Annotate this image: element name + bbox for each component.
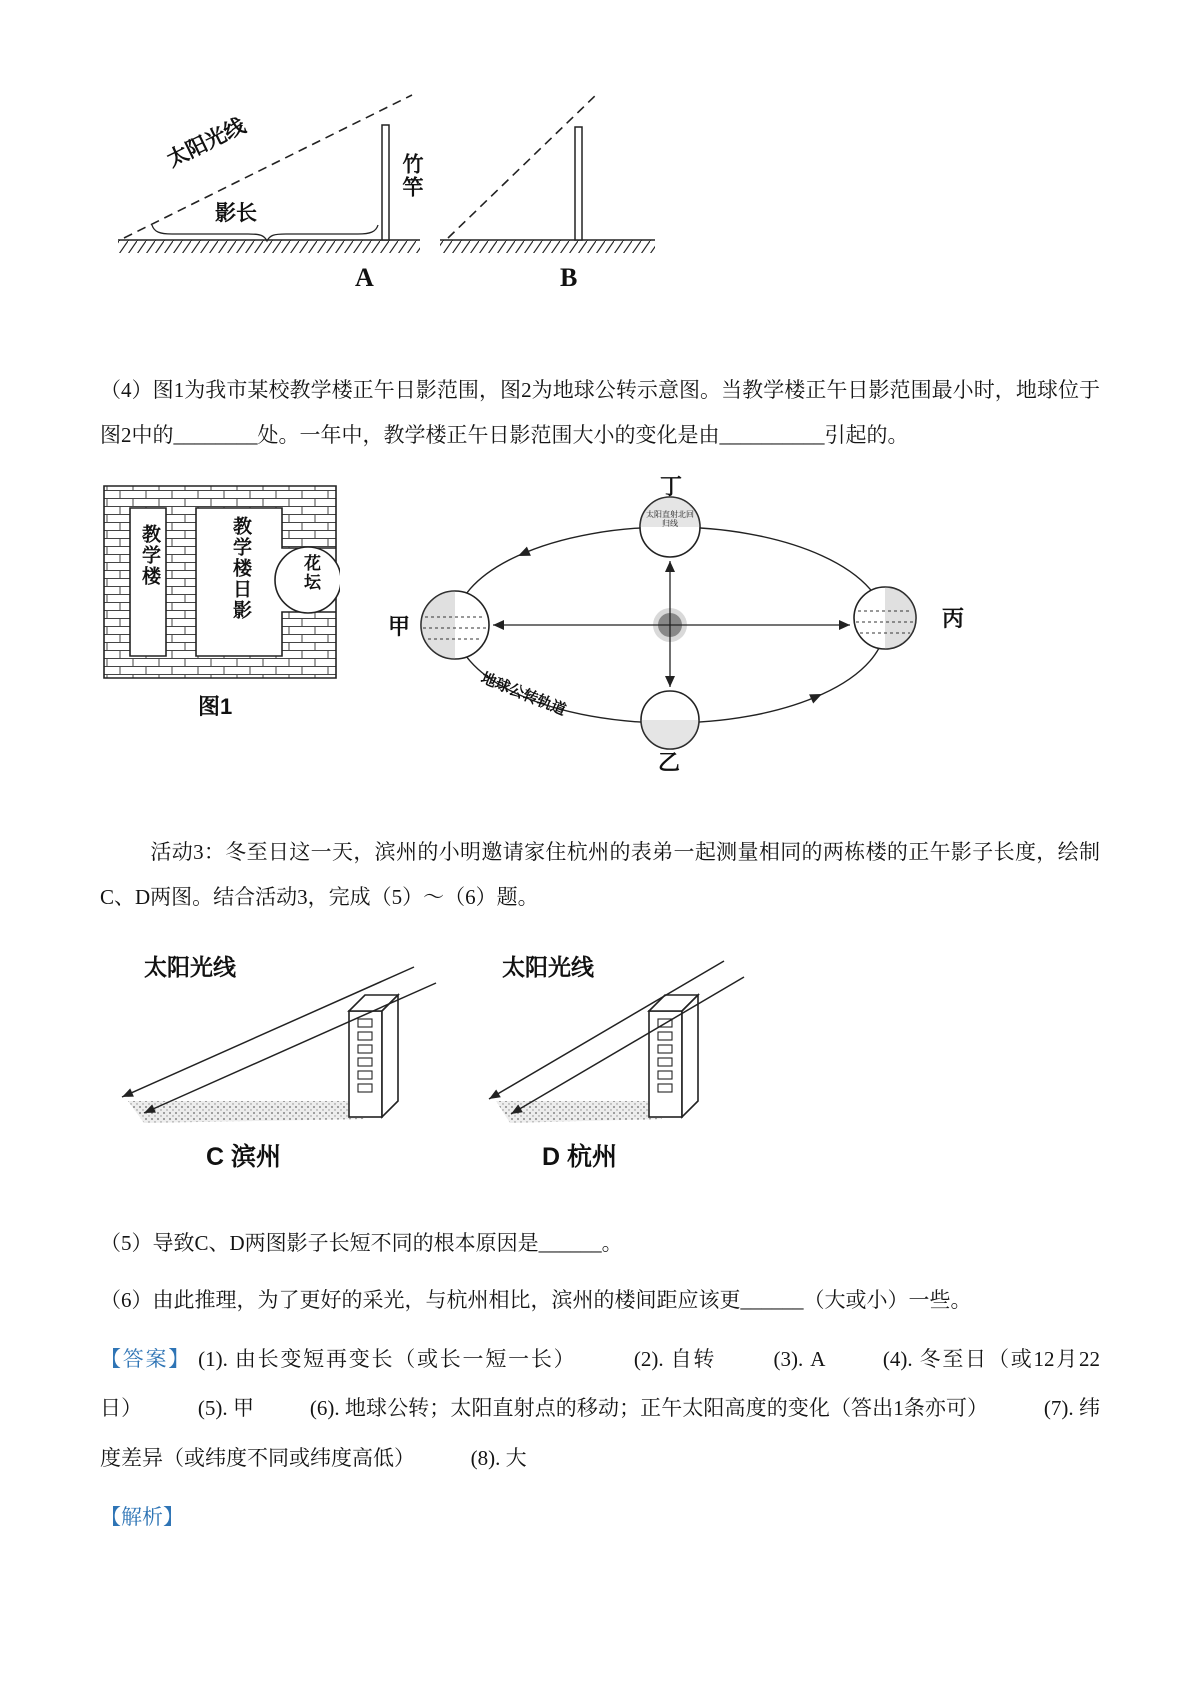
- building-d: [649, 995, 698, 1117]
- diagram-b-letter: B: [560, 263, 578, 292]
- caption-c: C 滨州: [206, 1142, 282, 1171]
- orbit-label: 地球公转轨道: [478, 669, 569, 720]
- figure-pole-shadow: [110, 85, 690, 310]
- building-c: [349, 995, 398, 1117]
- sun-ray-a: [124, 95, 412, 238]
- answer-label: 【答案】: [100, 1346, 192, 1371]
- building-label: 教学楼: [139, 524, 160, 588]
- ray-d-arrow-1: [489, 1089, 501, 1099]
- answer-item-8: (8). 大: [470, 1445, 527, 1470]
- figure-1-and-2: [100, 470, 1100, 788]
- answer-item-6: (6). 地球公转；太阳直射点的移动；正午太阳高度的变化（答出1条亦可）: [309, 1396, 989, 1421]
- figure-1-caption: 图1: [198, 694, 233, 720]
- ray-c-arrow-1: [122, 1088, 134, 1097]
- caption-d: D 杭州: [542, 1142, 618, 1171]
- bamboo-pole-a: [382, 125, 389, 240]
- answer-item-5: (5). 甲: [197, 1396, 255, 1421]
- earth-right: [854, 587, 916, 649]
- diagram-a-letter: A: [355, 263, 374, 292]
- answer-item-4: (4). 冬至日（或12月22日）: [100, 1346, 1101, 1421]
- orbit-arrow-1: [518, 547, 531, 556]
- shadow-length-label: 影长: [215, 202, 257, 225]
- activity-3-text: 活动3：冬至日这一天，滨州的小明邀请家住杭州的表弟一起测量相同的两栋楼的正午影子长度，绘制C、D两图。结合活动3，完成（5）～（6）题。: [100, 840, 1100, 910]
- ground-hatch-b: [440, 240, 655, 253]
- shadow-brace: [152, 225, 378, 241]
- arrow-left: [493, 620, 504, 630]
- position-bing-label: 丙: [942, 606, 965, 632]
- arrow-up: [665, 561, 675, 572]
- earth-bottom: [641, 691, 699, 749]
- arrow-down: [665, 676, 675, 687]
- sun-ray-label-c: 太阳光线: [144, 953, 236, 980]
- building-shadow-label: 教学楼日影: [230, 516, 251, 622]
- ground-hatch-a: [118, 240, 420, 253]
- answer-item-7: (7). 纬度差异（或纬度不同或纬度高低）: [100, 1396, 1100, 1470]
- ray-d-2: [511, 977, 744, 1114]
- bamboo-pole-b: [575, 127, 582, 240]
- question-6: （6）由此推理，为了更好的采光，与杭州相比，滨州的楼间距应该更______（大或小）一些。: [100, 1287, 972, 1312]
- answer-section: [100, 1335, 1100, 1483]
- earth-left: [421, 591, 489, 659]
- sun-ray-label: 太阳光线: [163, 114, 250, 172]
- question-5: （5）导致C、D两图影子长短不同的根本原因是______。: [100, 1230, 623, 1255]
- question-4: （4）图1为我市某校教学楼正午日影范围，图2为地球公转示意图。当教学楼正午日影范围最小时，地球位于图2中的________处。一年中，教学楼正午日影范围大小的变化是由__________引起的。: [100, 378, 1100, 448]
- figure-2-revolution: [330, 470, 1030, 775]
- figure-c-d: [114, 949, 774, 1181]
- position-ding-label: 丁: [660, 474, 683, 500]
- analysis-label: 【解析】: [100, 1504, 184, 1529]
- position-jia-label: 甲: [388, 614, 411, 640]
- figure-1-building: [100, 482, 340, 730]
- pole-label: 竹竿: [400, 153, 423, 199]
- answer-item-3: (3). A: [773, 1346, 826, 1371]
- flower-bed-label: 花坛: [301, 554, 320, 593]
- arrow-right: [839, 620, 850, 630]
- sun-ray-label-d: 太阳光线: [502, 953, 594, 980]
- top-earth-note: 太阳直射北回归线: [646, 510, 694, 529]
- answer-item-2: (2). 自转: [633, 1346, 717, 1371]
- position-yi-label: 乙: [658, 750, 681, 776]
- answer-item-1: (1). 由长变短再变长（或长一短一长）: [198, 1346, 577, 1371]
- analysis-section: [100, 1495, 1100, 1540]
